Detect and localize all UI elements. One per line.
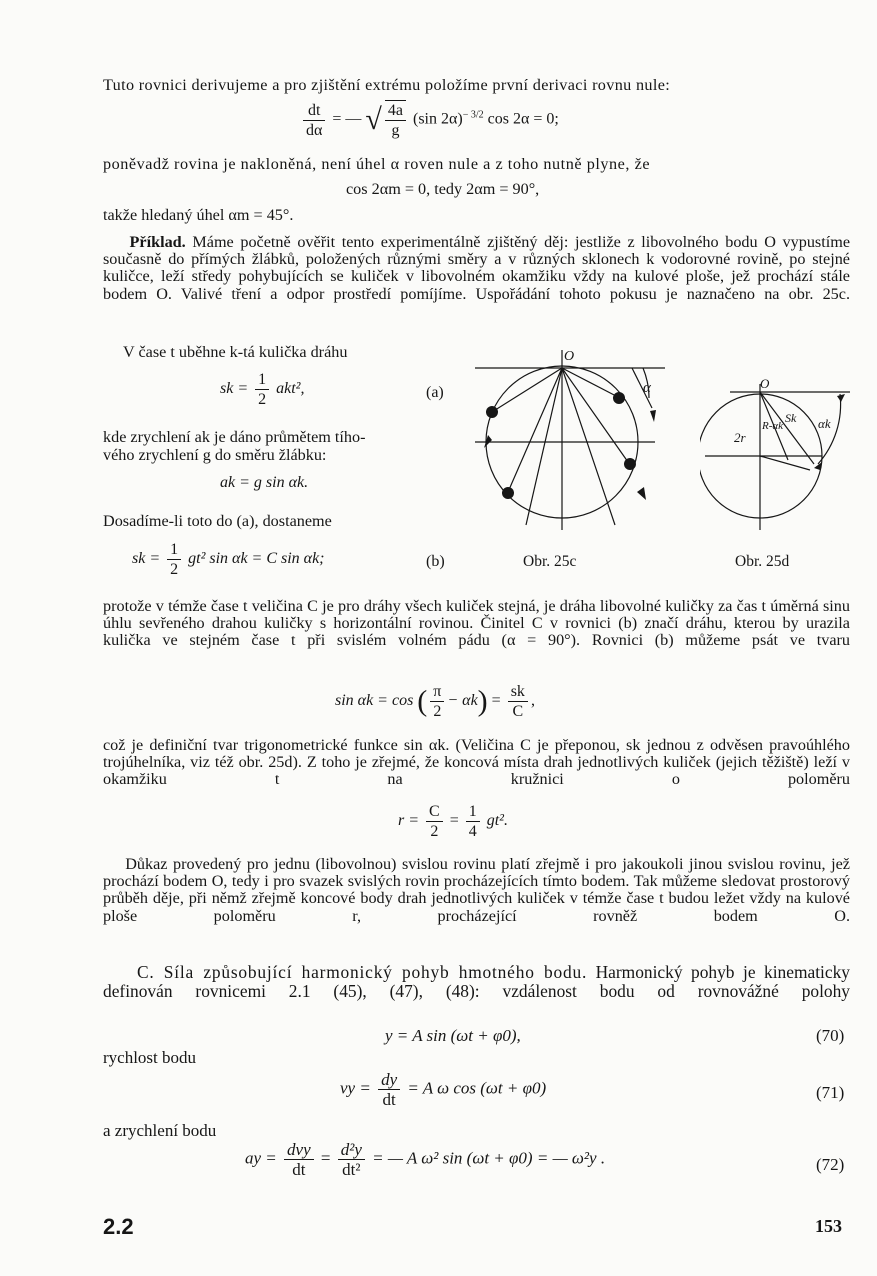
- velocity-label: rychlost bodu: [103, 1048, 197, 1067]
- substitute-text: Dosadíme-li toto do (a), dostaneme: [103, 512, 332, 530]
- equation-a: sk = $\frac{1}{2}$ akt²,: [220, 371, 305, 408]
- equation-71: vy = $\frac{dy}{dt}$ = A ω cos (ωt + φ0): [340, 1070, 547, 1109]
- fig25c-o-label: O: [564, 349, 575, 364]
- where-line-2: vého zrychlení g do směru žlábku:: [103, 446, 327, 464]
- equation-cos: cos 2αm = 0, tedy 2αm = 90°,: [346, 180, 540, 198]
- fig25d-angle-label: R-αk: [762, 420, 784, 432]
- fig25d-o-label: O: [760, 376, 770, 391]
- fig25d-2r-label: 2r: [734, 430, 746, 445]
- intro-text: Tuto rovnici derivujeme a pro zjištění extrému položíme první derivaci rovnu nule:: [103, 76, 671, 94]
- fig25d-ak-label: αk: [818, 416, 831, 431]
- equation-derivative: $\frac{dt}{d\alpha}$ = — √ $\frac{4a}{g}$ (sin 2α)$^{- 3/2}$ cos 2α = 0;: [300, 100, 559, 140]
- equation-72: ay = $\frac{\text{dvy}}{dt}$ = $\frac{\text{d²y}}{\text{dt²}}$ = — A ω² sin (ωt + φ0) = — ω²y .: [245, 1140, 606, 1179]
- equation-72-number: (72): [816, 1155, 845, 1174]
- equation-ak: ak = g sin αk.: [220, 474, 309, 491]
- equation-70-number: (70): [816, 1026, 845, 1045]
- figure-25c: [460, 340, 680, 540]
- figure-25d-caption: Obr. 25d: [735, 553, 790, 570]
- time-line: V čase t uběhne k-tá kulička dráhu: [123, 343, 348, 361]
- equation-71-number: (71): [816, 1083, 845, 1102]
- footer-section: 2.2: [103, 1214, 134, 1239]
- where-line-1: kde zrychlení ak je dáno průmětem tího-: [103, 428, 366, 446]
- figure-25c-caption: Obr. 25c: [523, 553, 577, 570]
- acceleration-label: a zrychlení bodu: [103, 1121, 217, 1140]
- equation-70: y = A sin (ωt + φ0),: [385, 1026, 521, 1045]
- section-c-paragraph: [103, 963, 850, 1021]
- equation-sin: sin αk = cos ( $\frac{\pi}{2}$ − αk) = $\frac{sk}{C}$ ,: [335, 683, 535, 720]
- section-c-heading: C. Síla způsobující harmonický pohyb hmotného bodu.: [136, 962, 588, 982]
- example-paragraph: [103, 234, 850, 320]
- figure-25d: [700, 372, 860, 547]
- paragraph-2: protože v témže čase t veličina C je pro dráhy všech kuliček stejná, je dráha libovolné kuličky za čas t úměrná sinu úhlu sevřeného drahou kuličky s horizontální rovinou. Činitel C v rovnici (b) značí dráhu, kterou by urazila kulička ve stejném čase t při svislém volném pádu (α = 90°). Rovnici (b) můžeme psát ve tvaru: [103, 597, 850, 650]
- equation-b-label: (b): [426, 553, 445, 570]
- fig25d-sk-label: Sk: [785, 411, 797, 425]
- since-text: poněvadž rovina je nakloněná, není úhel α roven nule a z toho nutně plyne, že: [103, 155, 651, 173]
- equation-a-label: (a): [426, 384, 444, 401]
- equation-b: sk = $\frac{1}{2}$ gt² sin αk = C sin αk;: [132, 541, 325, 578]
- paragraph-4: Důkaz provedený pro jednu (libovolnou) svislou rovinu platí zřejmě i pro jakoukoli jinou svislou rovinu, jež prochází bodem O, tedy i pro svazek svislých rovin procházejících tímto bodem. Tak můžeme sledovat prostorový průběh děje, při němž zřejmě koncové body drah jednotlivých kuliček v témže čase t budou ležet vždy na kulové ploše poloměru r, procházející rovněž bodem O.: [103, 855, 850, 925]
- result-text: takže hledaný úhel αm = 45°.: [103, 206, 294, 224]
- example-label: Příklad.: [129, 233, 186, 251]
- example-text: Máme početně ověřit tento experimentálně zjištěný děj: jestliže z libovolného bodu O vypustíme současně do přímých žlábků, položených různými směry a v různých sklonech k vodorovné rovině, po stejné kuličce, leží středy pohybujících se kuliček v libovolném okamžiku vždy na kulové ploše, jež prochází stále bodem O. Valivé tření a odpor prostředí pomíjíme. Uspořádání tohoto pokusu je naznačeno na obr. 25c.: [103, 233, 850, 303]
- fig25c-alpha-label: α: [643, 380, 651, 396]
- section-c-text: Harmonický pohyb je kinematicky definován rovnicemi 2.1 (45), (47), (48): vzdálenost bodu od rovnovážné polohy: [103, 962, 850, 1002]
- page-number: 153: [815, 1216, 842, 1236]
- equation-r: r = $\frac{C}{2}$ = $\frac{1}{4}$ gt².: [398, 803, 508, 840]
- paragraph-3: což je definiční tvar trigonometrické funkce sin αk. (Veličina C je přeponou, sk jednou z odvěsen pravoúhlého trojúhelníka, viz též obr. 25d). Z toho je zřejmé, že koncová místa drah jednotlivých kuliček (jejich těžiště) leží v okamžiku t na kružnici o poloměru: [103, 736, 850, 789]
